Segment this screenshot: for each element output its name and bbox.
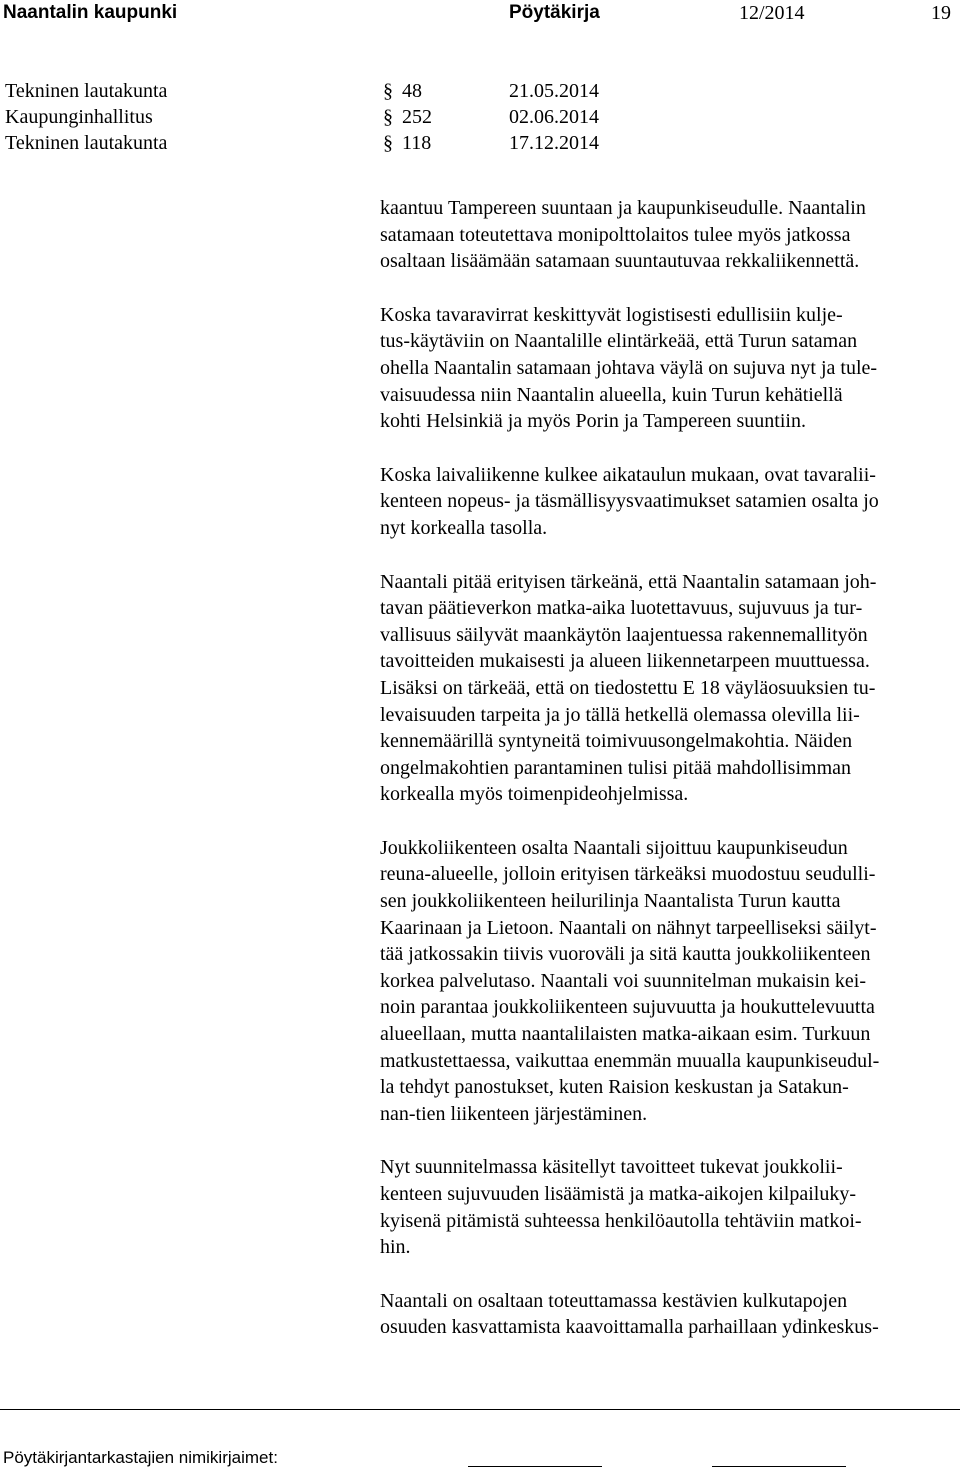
text-line: tavan päätieverkon matka-aika luotettavuus, sujuvuus ja tur- xyxy=(380,597,863,620)
text-line: tavoitteiden mukaisesti ja alueen liikennetarpeen muuttuessa. xyxy=(380,650,870,673)
text-line: kennemäärillä syntyneitä toimivuusongelmakohtia. Näiden xyxy=(380,730,853,753)
paragraph xyxy=(380,1154,958,1260)
text-line: noin parantaa joukkoliikenteen sujuvuutta ja houkuttelevuutta xyxy=(380,996,875,1019)
text-line: reuna-alueelle, jolloin erityisen tärkeäksi muodostuu seudulli- xyxy=(380,863,876,886)
section-symbol: § xyxy=(383,132,393,154)
inspectors-initials-label: Pöytäkirjantarkastajien nimikirjaimet: xyxy=(3,1448,278,1467)
history-body: Tekninen lautakunta xyxy=(5,80,168,102)
text-line: osaltaan lisäämään satamaan suuntautuvaa rekkaliikennettä. xyxy=(380,250,860,273)
document-type: Pöytäkirja xyxy=(509,2,600,23)
text-line: osuuden kasvattamista kaavoittamalla parhaillaan ydinkeskus- xyxy=(380,1316,879,1339)
text-line: Lisäksi on tärkeää, että on tiedostettu E 18 väyläosuuksien tu- xyxy=(380,676,876,699)
text-line: tus-käytäviin on Naantalille elintärkeää, että Turun sataman xyxy=(380,330,858,353)
text-line: hin. xyxy=(380,1236,411,1259)
history-number: 118 xyxy=(402,132,432,154)
text-line: alueellaan, mutta naantalilaisten matka-aikaan esim. Turkuun xyxy=(380,1023,871,1046)
history-number: 252 xyxy=(402,106,432,128)
text-line: kyisenä pitämistä suhteessa henkilöautolla tehtäviin matkoi- xyxy=(380,1209,862,1232)
text-line: kenteen nopeus- ja täsmällisyysvaatimukset satamien osalta jo xyxy=(380,490,879,513)
history-row xyxy=(0,80,960,106)
text-line: korkea palvelutaso. Naantali voi suunnitelman mukaisin kei- xyxy=(380,969,866,992)
paragraph xyxy=(380,462,958,542)
organization-name: Naantalin kaupunki xyxy=(3,2,178,23)
text-line: ohella Naantalin satamaan johtava väylä on sujuva nyt ja tule- xyxy=(380,356,878,379)
paragraph xyxy=(380,195,958,275)
text-line: kaantuu Tampereen suuntaan ja kaupunkiseudulle. Naantalin xyxy=(380,197,866,219)
history-date: 21.05.2014 xyxy=(509,80,599,102)
history-body: Kaupunginhallitus xyxy=(5,106,153,128)
page-header xyxy=(0,2,960,28)
initials-line xyxy=(712,1466,846,1467)
paragraph xyxy=(380,302,958,435)
processing-history xyxy=(0,80,960,158)
text-line: kenteen sujuvuuden lisäämistä ja matka-aikojen kilpailuky- xyxy=(380,1183,856,1205)
document-number: 12/2014 xyxy=(739,2,805,24)
paragraph xyxy=(380,1288,958,1341)
text-line: Naantali on osaltaan toteuttamassa kestävien kulkutapojen xyxy=(380,1289,848,1312)
text-line: satamaan toteutettava monipolttolaitos tulee myös jatkossa xyxy=(380,223,851,246)
section-symbol: § xyxy=(383,80,393,102)
text-line: korkealla myös toimenpideohjelmissa. xyxy=(380,783,689,806)
text-line: Koska tavaravirrat keskittyvät logistisesti edullisiin kulje- xyxy=(380,303,843,326)
document-body xyxy=(380,195,958,1341)
history-date: 17.12.2014 xyxy=(509,132,599,154)
paragraph xyxy=(380,835,958,1128)
text-line: kohti Helsinkiä ja myös Porin ja Tampereen suuntiin. xyxy=(380,410,806,433)
text-line: la tehdyt panostukset, kuten Raision keskustan ja Satakun- xyxy=(380,1076,849,1099)
initials-line xyxy=(468,1466,602,1467)
text-line: Kaarinaan ja Lietoon. Naantali on nähnyt tarpeelliseksi säilyt- xyxy=(380,916,877,939)
text-line: sen joukkoliikenteen heilurilinja Naantalista Turun kautta xyxy=(380,890,841,913)
history-date: 02.06.2014 xyxy=(509,106,599,128)
text-line: nyt korkealla tasolla. xyxy=(380,516,548,539)
page-footer xyxy=(0,1446,960,1472)
text-line: levaisuuden tarpeita ja jo tällä hetkellä olemassa olevilla lii- xyxy=(380,703,860,726)
text-line: vaisuudessa niin Naantalin alueella, kuin Turun kehätiellä xyxy=(380,383,843,406)
paragraph xyxy=(380,569,958,808)
text-line: ongelmakohtien parantaminen tulisi pitää mahdollisimman xyxy=(380,756,852,779)
history-row xyxy=(0,106,960,132)
text-line: Joukkoliikenteen osalta Naantali sijoittuu kaupunkiseudun xyxy=(380,836,848,859)
text-line: vallisuus säilyvät maankäytön laajentuessa rakennemallityön xyxy=(380,623,868,646)
text-line: nan-tien liikenteen järjestäminen. xyxy=(380,1102,648,1125)
footer-divider xyxy=(0,1409,960,1410)
section-symbol: § xyxy=(383,106,393,128)
history-row xyxy=(0,132,960,158)
history-number: 48 xyxy=(402,80,422,102)
history-body: Tekninen lautakunta xyxy=(5,132,168,154)
page-number: 19 xyxy=(931,2,951,24)
text-line: matkustettaessa, vaikuttaa enemmän muualla kaupunkiseudul- xyxy=(380,1049,880,1072)
text-line: Nyt suunnitelmassa käsitellyt tavoitteet tukevat joukkolii- xyxy=(380,1156,843,1179)
text-line: tää jatkossakin tiivis vuoroväli ja sitä kautta joukkoliikenteen xyxy=(380,943,871,966)
text-line: Koska laivaliikenne kulkee aikataulun mukaan, ovat tavaralii- xyxy=(380,463,876,486)
text-line: Naantali pitää erityisen tärkeänä, että Naantalin satamaan joh- xyxy=(380,570,877,593)
